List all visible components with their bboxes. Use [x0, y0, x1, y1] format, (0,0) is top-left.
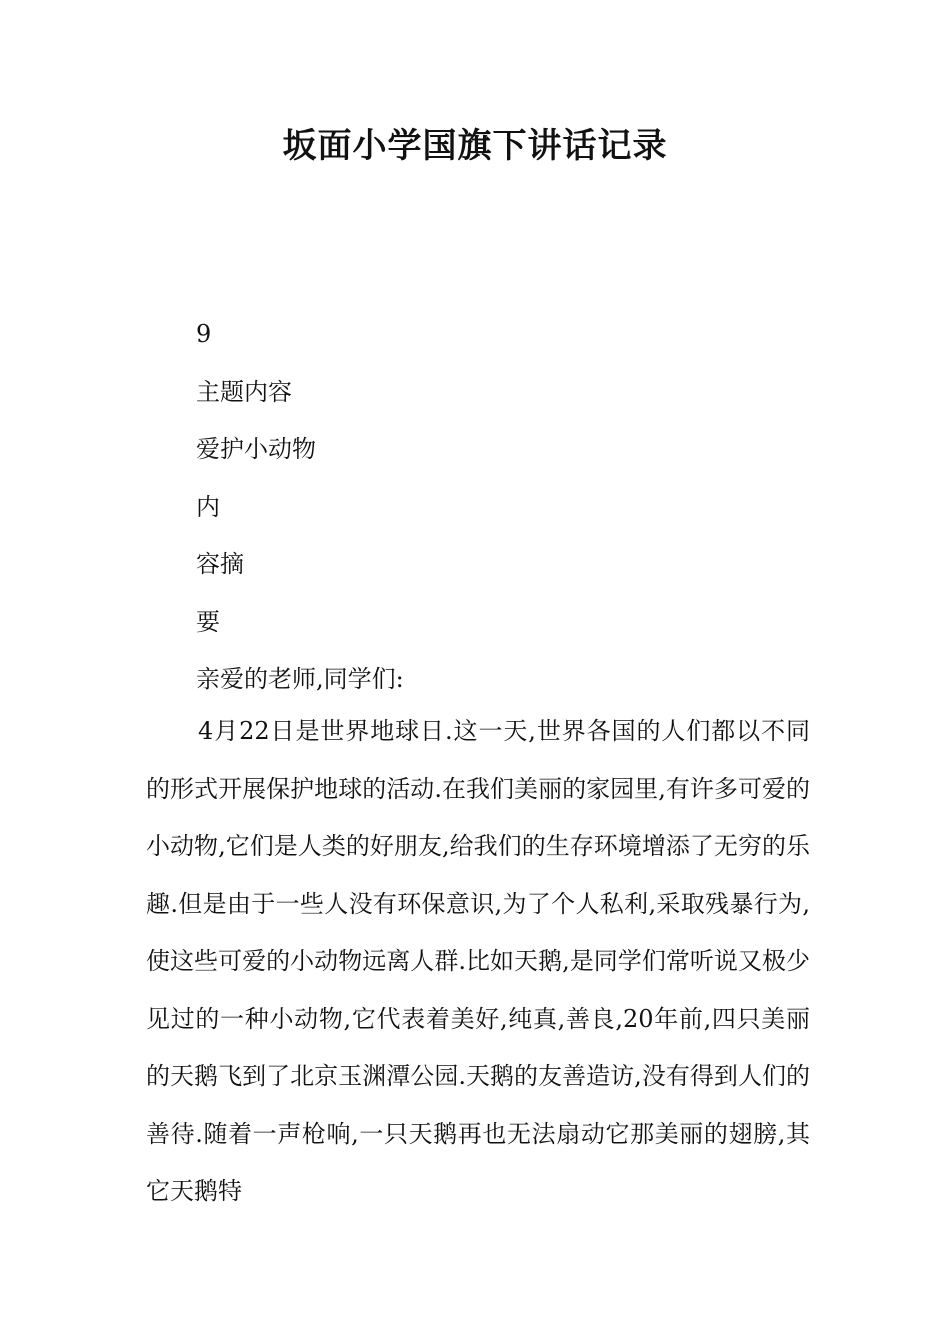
- document-title: 坂面小学国旗下讲话记录: [282, 126, 668, 166]
- greeting: 亲爱的老师,同学们:: [196, 665, 404, 693]
- topic-value: 爱护小动物: [196, 435, 316, 463]
- topic-label: 主题内容: [196, 377, 292, 406]
- summary-label-part-2: 容摘: [196, 550, 244, 578]
- lesson-number: 9: [196, 320, 212, 348]
- speech-paragraph: 4月22日是世界地球日.这一天,世界各国的人们都以不同的形式开展保护地球的活动.在我们美丽的家园里,有许多可爱的小动物,它们是人类的好朋友,给我们的生存环境增添了无穷的乐趣.但是由于一些人没有环保意识,为了个人私利,采取残暴行为,使这些可爱的小动物远离人群.比如天鹅,是同学们常听说又极少见过的一种小动物,它代表着美好,纯真,善良,20年前,四只美丽的天鹅飞到了北京玉渊潭公园.天鹅的友善造访,没有得到人们的善待.随着一声枪响,一只天鹅再也无法扇动它那美丽的翅膀,其它天鹅特: [146, 717, 810, 1205]
- header-lines: [196, 306, 796, 709]
- summary-label-part-3: 要: [196, 607, 220, 636]
- summary-label-part-1: 内: [196, 492, 220, 521]
